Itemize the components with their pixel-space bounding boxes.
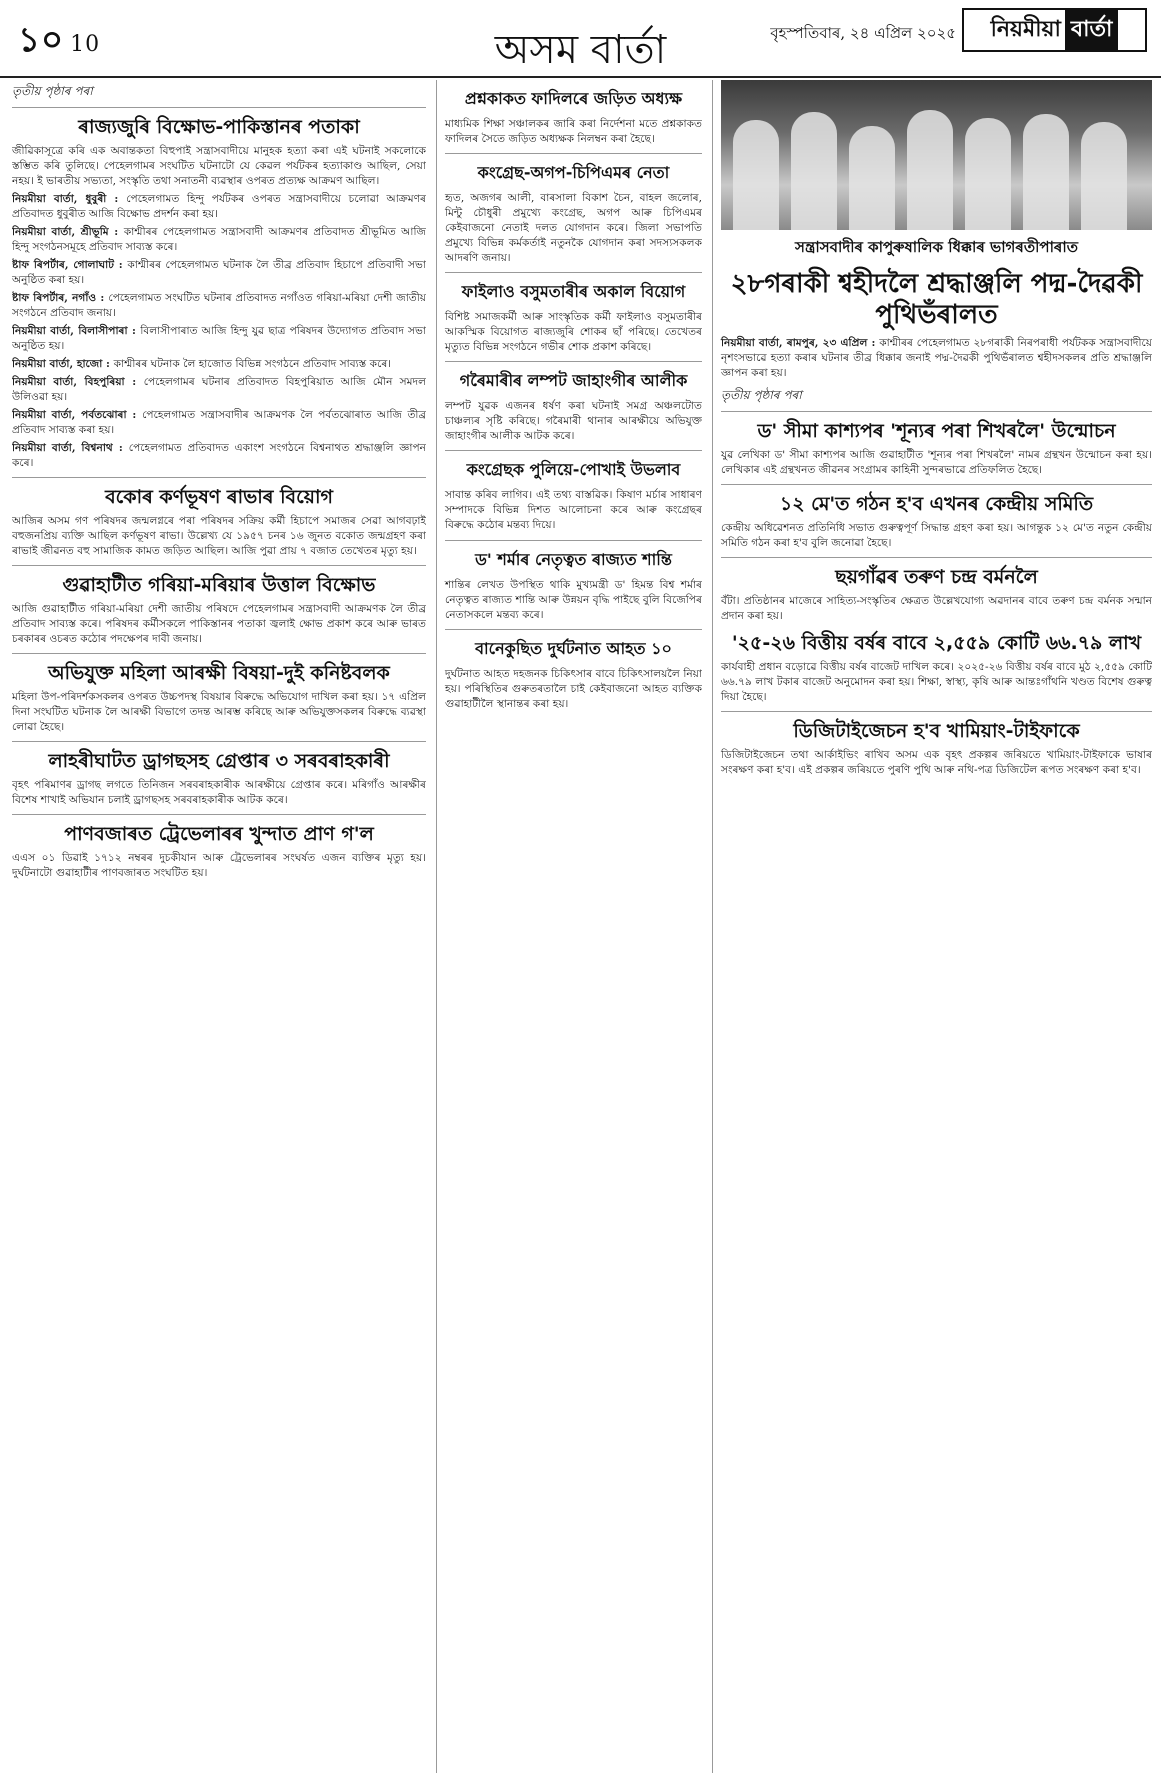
update-item	[12, 375, 426, 405]
column-left	[12, 80, 426, 1773]
update-text: কাশ্মীৰৰ পেহেলগামত সন্ত্ৰাসবাদী আক্ৰমণৰ প্ৰতিবাদত শ্ৰীভূমিত আজি হিন্দু সংগঠনসমূহে প্ৰতিবাদ সাব্যস্ত কৰে।	[12, 225, 426, 253]
column-middle	[436, 80, 702, 1773]
article-body: জীৱিকাসূত্ৰে কৰি এক অবান্তকতা বিহুপাই সন্ত্ৰাসবাদীয়ে মানুহক হত্যা কৰা এই ঘটনাই সকলোকে স্তম্ভিত কৰি তুলিছে। পেহেলগামৰ সংঘটিত ঘটনাটো যে কেৱল পৰ্যটকৰ হত্যাকাণ্ড আছিল, সেয়া নহয়। ই ভাৰতীয় সভ্যতা, সংস্কৃতি তথা সনাতনী ব্যৱস্থাৰ ওপৰত প্ৰত্যক্ষ আক্ৰমণ আছিল।	[12, 144, 426, 187]
continued-label: তৃতীয় পৃষ্ঠাৰ পৰা	[721, 384, 1152, 412]
headline: লাহৰীঘাটত ড্ৰাগছসহ গ্ৰেপ্তাৰ ৩ সৰবৰাহকাৰী	[48, 750, 390, 773]
article-body: মহিলা উপ-পৰিদৰ্শকসকলৰ ওপৰত উচ্চপদস্থ বিষয়াৰ বিৰুদ্ধে অভিযোগ দাখিল কৰা হয়। ১৭ এপ্ৰিল দিনা সংঘটিত ঘটনাক লৈ আৰক্ষী বিভাগে তদন্ত আৰম্ভ কৰিছে আৰু অভিযুক্তসকলৰ বিৰুদ্ধে ব্যৱস্থা লোৱা হৈছে।	[12, 691, 426, 734]
article-body: সাবান্ত কৰিব লাগিব। এই তথ্য বাস্তৱিক। কিষাণ মৰ্চাৰ সাধাৰণ সম্পাদকে বিভিন্ন দিশত আলোচনা কৰে আৰু কংগ্ৰেছৰ বিৰুদ্ধে কঠোৰ মন্তব্য দিয়ে।	[445, 489, 702, 532]
update-text: কাশ্মীৰৰ পেহেলগামত ঘটনাক লৈ তীব্ৰ প্ৰতিবাদ হিচাপে প্ৰতিবাদী সভা অনুষ্ঠিত কৰা হয়।	[12, 259, 426, 287]
update-text: পেহেলগামত সন্ত্ৰাসবাদীৰ আক্ৰমণক লৈ পৰ্বতঝোৰাত আজি তীব্ৰ প্ৰতিবাদ সাব্যস্ত কৰা হয়।	[12, 409, 426, 437]
article-body: কেন্দ্ৰীয় অধিৱেশনত প্ৰতিনিধি সভাত গুৰুত্বপূৰ্ণ সিদ্ধান্ত গ্ৰহণ কৰা হয়। আগন্তুক ১২ মে'ত নতুন কেন্দ্ৰীয় সমিতি গঠন কৰা হ'ব বুলি জনোৱা হৈছে।	[721, 522, 1152, 550]
continued-label: তৃতীয় পৃষ্ঠাৰ পৰা	[12, 80, 426, 108]
article-body: এএস ০১ ডিৱাই ১৭১২ নম্বৰৰ দুচকীযান আৰু ট্ৰেভেলাৰৰ সংঘৰ্ষত এজন ব্যক্তিৰ মৃত্যু হয়। দুৰ্ঘটনাটো গুৱাহাটীৰ পাণবজাৰত সংঘটিত হয়।	[12, 851, 426, 879]
update-list	[12, 192, 426, 472]
article-body: কাশ্মীৰৰ পেহেলগামত ২৮গৰাকী নিৰপৰাধী পৰ্যটকক সন্ত্ৰাসবাদীয়ে নৃশংসভাৱে হত্যা কৰাৰ ঘটনাৰ তীব্ৰ ধিক্কাৰ জনাই পদ্ম-দৈৱকী পুথিভঁৰালত শ্বহীদসকলৰ প্ৰতি শ্ৰদ্ধাঞ্জলি জ্ঞাপন কৰা হয়।	[721, 337, 1152, 380]
update-dateline: ষ্টাফ ৰিপৰ্টাৰ, গোলাঘাট :	[12, 259, 128, 272]
page-header	[0, 0, 1161, 78]
headline: '২৫-২৬ বিত্তীয় বৰ্ষৰ বাবে ২,৫৫৯ কোটি ৬৬.৭৯ লাখ	[731, 632, 1142, 655]
article-body: যুৱ লেখিকা ড' সীমা কাশ্যপৰ আজি গুৱাহাটীত 'শূন্যৰ পৰা শিখৰলৈ' নামৰ গ্ৰন্থখন উন্মোচন কৰা হয়। লেখিকাৰ এই গ্ৰন্থখনত জীৱনৰ সংগ্ৰামৰ কাহিনী সুন্দৰভাৱে প্ৰতিফলিত হৈছে।	[721, 449, 1152, 477]
update-dateline: নিয়মীয়া বাৰ্তা, বিশ্বনাথ :	[12, 442, 129, 455]
article-body: মাধ্যমিক শিক্ষা সঞ্চালকৰ জাৰি কৰা নিৰ্দেশনা মতে প্ৰশ্নকাকত ফাদিলৰ সৈতে জড়িত অধ্যক্ষক নিলম্বন কৰা হৈছে।	[445, 118, 702, 146]
update-dateline: নিয়মীয়া বাৰ্তা, পৰ্বতঝোৰা :	[12, 409, 143, 422]
article-body: বঁটা। প্ৰতিষ্ঠানৰ মাজেৰে সাহিত্য-সংস্কৃতিৰ ক্ষেত্ৰত উল্লেখযোগ্য অৱদানৰ বাবে তৰুণ চন্দ্ৰ বৰ্মনক সন্মান প্ৰদান কৰা হয়।	[721, 594, 1152, 623]
headline: ফাইলাও বসুমতাৰীৰ অকাল বিয়োগ	[461, 282, 686, 302]
headline: প্ৰশ্নকাকত ফাদিলৰে জড়িত অধ্যক্ষ	[464, 89, 683, 108]
update-text: কাশ্মীৰৰ ঘটনাক লৈ হাজোত বিভিন্ন সংগঠনে প্ৰতিবাদ সাব্যস্ত কৰে।	[113, 358, 392, 371]
update-text: বিলাসীপাৰাত আজি হিন্দু যুৱ ছাত্ৰ পৰিষদৰ উদ্যোগত প্ৰতিবাদ সভা অনুষ্ঠিত হয়।	[12, 325, 426, 353]
update-item	[12, 408, 426, 438]
update-item	[12, 291, 426, 321]
headline: বকোৰ কৰ্ণভূষণ ৰাভাৰ বিয়োগ	[105, 486, 333, 509]
update-item	[12, 324, 426, 354]
update-text: পেহেলগামত প্ৰতিবাদত একাংশ সংগঠনে বিশ্বনাথত শ্ৰদ্ধাঞ্জলি জ্ঞাপন কৰে।	[12, 442, 426, 470]
headline: কংগ্ৰেছ-অগপ-চিপিএমৰ নেতা	[477, 163, 670, 183]
headline: ডিজিটাইজেচন হ'ব খামিয়াং-টাইফাকে	[793, 719, 1080, 742]
article-body: আজি গুৱাহাটীত গৰিয়া-মৰিয়া দেশী জাতীয় পৰিষদে পেহেলগামৰ সন্ত্ৰাসবাদী আক্ৰমণক লৈ তীব্ৰ প্ৰতিবাদ সাব্যস্ত কৰে। পৰিষদৰ কৰ্মীসকলে পাকিস্তানৰ পতাকা জ্বলাই ক্ষোভ প্ৰকাশ কৰে আৰু ভাৰত চৰকাৰৰ ওচৰত কঠোৰ পদক্ষেপৰ দাবী জনায়।	[12, 603, 426, 646]
headline: অভিযুক্ত মহিলা আৰক্ষী বিষয়া-দুই কনিষ্টবলক	[48, 662, 390, 685]
headline: গুৱাহাটীত গৰিয়া-মৰিয়াৰ উত্তাল বিক্ষোভ	[62, 574, 376, 597]
headline: বানেকুছিত দুৰ্ঘটনাত আহত ১০	[475, 638, 672, 658]
photo-kicker: সন্ত্ৰাসবাদীৰ কাপুৰুষালিক ধিক্কাৰ ভাগৰতীপাৰাত	[795, 238, 1078, 256]
section-title: অসম বাৰ্তা	[494, 27, 667, 73]
update-item	[12, 192, 426, 222]
masthead-logo: নিয়মীয়া বাৰ্তা	[962, 8, 1147, 52]
headline: ছয়গাঁৱৰ তৰুণ চন্দ্ৰ বৰ্মনলৈ	[835, 566, 1038, 589]
update-item	[12, 357, 426, 372]
lead-headline: ২৮গৰাকী শ্বহীদলৈ শ্ৰদ্ধাঞ্জলি পদ্ম-দৈৱকী পুথিভঁৰালত	[730, 269, 1143, 331]
headline: কংগ্ৰেছক পুলিয়ে-পোখাই উভলাব	[466, 460, 681, 480]
update-dateline: নিয়মীয়া বাৰ্তা, বিহপুৰিয়া :	[12, 376, 144, 389]
update-text: পেহেলগামৰ ঘটনাৰ প্ৰতিবাদত বিহপুৰিয়াত আজি মৌন সমদল উলিওৱা হয়।	[12, 376, 426, 404]
article-body: বৃহৎ পৰিমাণৰ ড্ৰাগছ লগতে তিনিজন সৰবৰাহকাৰীক আৰক্ষীয়ে গ্ৰেপ্তাৰ কৰে। মৰিগাঁও আৰক্ষীৰ বিশেষ শাখাই অভিযান চলাই ড্ৰাগছসহ সৰবৰাহকাৰীক আটক কৰে।	[12, 778, 426, 806]
article-body: আজিৰ অসম গণ পৰিষদৰ জন্মলগ্নৰে পৰা পৰিষদৰ সক্ৰিয় কৰ্মী হিচাপে সমাজৰ সেৱা আগবঢ়াই বহুজনপ্ৰিয় ব্যক্তি আছিল কৰ্ণভূষণ ৰাভা। উল্লেখ্য যে ১৯৫৭ চনৰ ১৬ জুনত বকোত জন্মগ্ৰহণ কৰা ৰাভাই জীৱনত বহু সামাজিক কামত জড়িত আছিল। আজি পুৱা প্ৰায় ৭ বজাত তেখেতৰ মৃত্যু হয়।	[12, 515, 426, 558]
update-dateline: নিয়মীয়া বাৰ্তা, ধুবুৰী :	[12, 192, 127, 205]
update-dateline: নিয়মীয়া বাৰ্তা, শ্ৰীভূমি :	[12, 225, 124, 238]
headline: ড' শৰ্মাৰ নেতৃত্বত ৰাজ্যত শান্তি	[475, 549, 672, 569]
article-body: লম্পট যুৱক এজনৰ ধৰ্ষণ কৰা ঘটনাই সমগ্ৰ অঞ্চলটোত চাঞ্চল্যৰ সৃষ্টি কৰিছে। গৰৈমাৰী থানাৰ আৰক্ষীয়ে অভিযুক্ত জাহাংগীৰ আলীক আটক কৰে।	[445, 400, 702, 443]
update-item	[12, 225, 426, 255]
news-photo	[721, 80, 1152, 230]
article-body: ডিজিটাইজেচন তথা আৰ্কাইভিং ৰাখিব অসম এক বৃহৎ প্ৰকল্পৰ জৰিয়তে খামিয়াং-টাইফাকে ভাষাৰ সংৰক্ষণ কৰা হ'ব। এই প্ৰকল্পৰ জৰিয়তে পুৰণি পুথি আৰু নথি-পত্ৰ ডিজিটেল ৰূপত সংৰক্ষণ কৰা হ'ব।	[721, 748, 1152, 776]
update-item	[12, 441, 426, 471]
article-body: বিশিষ্ট সমাজকৰ্মী আৰু সাংস্কৃতিক কৰ্মী ফাইলাও বসুমতাৰীৰ আকস্মিক বিয়োগত ৰাজ্যজুৰি শোকৰ ছাঁ পৰিছে। তেখেতৰ মৃত্যুত বিভিন্ন সংগঠনে গভীৰ শোক প্ৰকাশ কৰিছে।	[445, 311, 702, 354]
article-body: হৃত, অজগৰ আলী, বাৰসালা বিকাশ চৈন, বাহল জলোৰ, মিন্টু চৌধুৰী প্ৰমুখ্যে কংগ্ৰেছ, অগপ আৰু চিপিএমৰ কেইবাজনো নেতাই দলত যোগদান কৰে। জিলা সভাপতি প্ৰমুখ্যে বিভিন্ন কৰ্মকৰ্তাই নতুনকৈ যোগদান কৰা সদস্যসকলক আদৰণি জনায়।	[445, 192, 702, 265]
column-right	[712, 80, 1152, 1773]
headline: ১২ মে'ত গঠন হ'ব এখনৰ কেন্দ্ৰীয় সমিতি	[779, 493, 1094, 516]
headline: পাণবজাৰত ট্ৰেভেলাৰৰ খুন্দাত প্ৰাণ গ'ল	[64, 822, 374, 845]
update-text: পেহেলগামত হিন্দু পৰ্যটকৰ ওপৰত সন্ত্ৰাসবাদীয়ে চলোৱা আক্ৰমণৰ প্ৰতিবাদত ধুবুৰীত আজি বিক্ষোভ প্ৰদৰ্শন কৰা হয়।	[12, 192, 426, 220]
page-number: ১০ 10	[18, 20, 101, 60]
issue-date: বৃহস্পতিবাৰ, ২৪ এপ্ৰিল ২০২৫	[770, 24, 956, 42]
update-text: পেহেলগামত সংঘটিত ঘটনাৰ প্ৰতিবাদত নগাঁওত গৰিয়া-মৰিয়া দেশী জাতীয় সংগঠনে প্ৰতিবাদ জনায়।	[12, 292, 426, 320]
article-body: কাৰ্যবাহী প্ৰধান বড়োৱে বিত্তীয় বৰ্ষৰ বাজেট দাখিল কৰে। ২০২৫-২৬ বিত্তীয় বৰ্ষৰ বাবে মুঠ ২,৫৫৯ কোটি ৬৬.৭৯ লাখ টকাৰ বাজেট অনুমোদন কৰা হয়। শিক্ষা, স্বাস্থ্য, কৃষি আৰু আন্তঃগাঁথনি খণ্ডত বিশেষ গুৰুত্ব দিয়া হৈছে।	[721, 660, 1152, 703]
update-dateline: নিয়মীয়া বাৰ্তা, হাজো :	[12, 358, 114, 371]
update-dateline: ষ্টাফ ৰিপৰ্টাৰ, নগাঁও :	[12, 292, 109, 305]
headline: ড' সীমা কাশ্যপৰ 'শূন্যৰ পৰা শিখৰলৈ' উন্মোচন	[757, 420, 1116, 443]
update-dateline: নিয়মীয়া বাৰ্তা, বিলাসীপাৰা :	[12, 325, 141, 338]
update-item	[12, 258, 426, 288]
headline: ৰাজ্যজুৰি বিক্ষোভ-পাকিস্তানৰ পতাকা	[78, 116, 360, 138]
headline: গৰৈমাৰীৰ লম্পট জাহাংগীৰ আলীক	[459, 371, 688, 391]
article-body: দুৰ্ঘটনাত আহত দহজনক চিকিৎসাৰ বাবে চিকিৎসালয়লৈ নিয়া হয়। পৰিস্থিতিৰ গুৰুতৰতালৈ চাই কেইবাজনো আহত ব্যক্তিক গুৱাহাটীলৈ স্থানান্তৰ কৰা হয়।	[445, 667, 702, 710]
dateline: নিয়মীয়া বাৰ্তা, ৰামপুৰ, ২৩ এপ্ৰিল :	[721, 337, 876, 350]
article-body: শান্তিৰ লেখত উপস্থিত থাকি মুখ্যমন্ত্ৰী ড' হিমন্ত বিশ্ব শৰ্মাৰ নেতৃত্বত ৰাজ্যত শান্তি আৰু উন্নয়ন বৃদ্ধি পাইছে বুলি বিজেপিৰ নেতাসকলে মন্তব্য কৰে।	[445, 578, 702, 621]
